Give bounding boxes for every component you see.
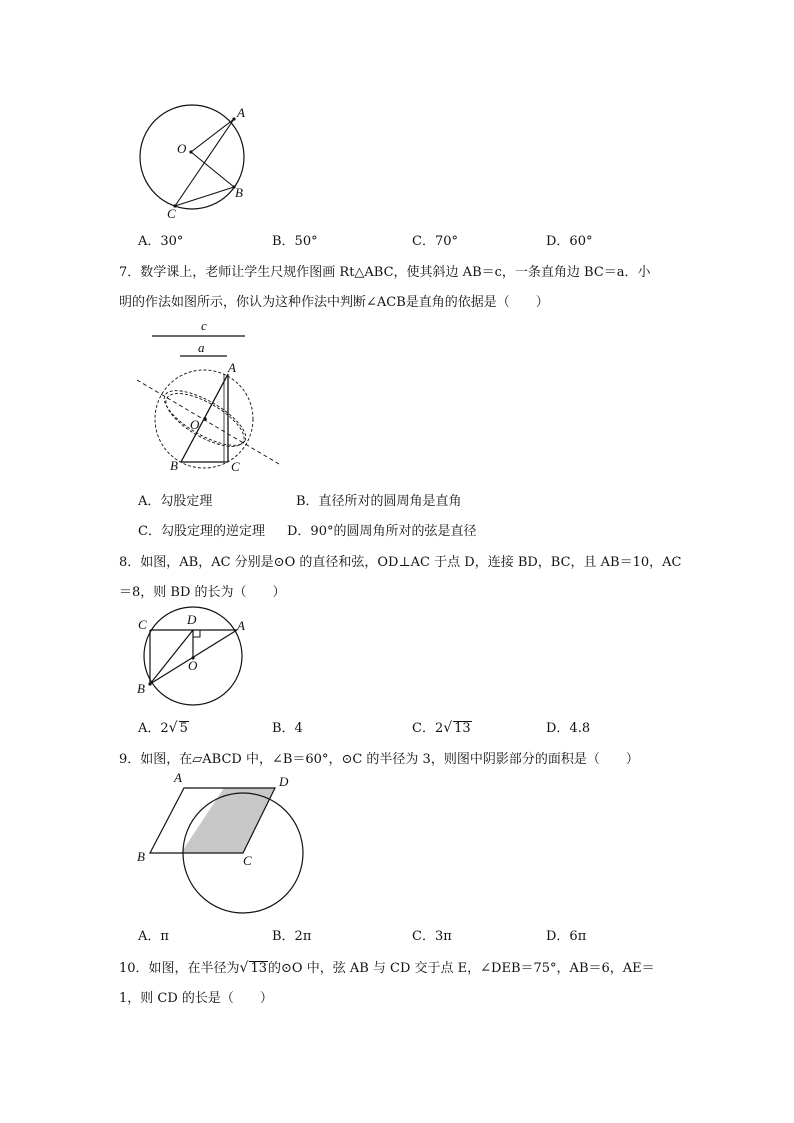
q8-label-c: C: [138, 617, 147, 632]
q7-perp-bisector: [137, 380, 279, 464]
q10-stem-line1-post: 的⊙O 中，弦 AB 与 CD 交于点 E，∠DEB＝75°，AB＝6，AE＝: [268, 961, 655, 976]
q8-label-d: D: [187, 612, 197, 627]
q8-option-c-radical-sign: √: [443, 720, 453, 736]
q7-option-d[interactable]: D．90°的圆周角所对的弦是直径: [287, 524, 477, 539]
q6-label-a: A: [237, 105, 245, 120]
q9-figure: [133, 768, 313, 918]
q8-label-b: B: [137, 681, 145, 696]
q6-option-b[interactable]: B．50°: [272, 234, 318, 249]
q6-point-o: [189, 150, 192, 153]
q6-label-c: C: [167, 206, 176, 221]
q7-seg-a-label: a: [198, 340, 205, 355]
q9-option-c[interactable]: C．3π: [412, 929, 452, 944]
q8-option-a[interactable]: [138, 717, 189, 736]
q9-stem-line1: 9．如图，在▱ABCD 中，∠B＝60°，⊙C 的半径为 3，则图中阴影部分的面积是（ ）: [119, 752, 639, 767]
q8-option-a-radical-sign: √: [168, 720, 178, 736]
q8-stem-line2: ＝8，则 BD 的长为（ ）: [119, 585, 286, 600]
q7-stem-line1: 7．数学课上，老师让学生尺规作图画 Rt△ABC，使其斜边 AB＝c，一条直角边 BC＝a．小: [119, 265, 651, 280]
q8-seg-bd: [150, 630, 193, 684]
q9-label-d: D: [279, 774, 289, 789]
q8-label-a: A: [237, 618, 245, 633]
q6-circle: [140, 105, 244, 209]
q8-option-a-prefix: A．2: [138, 721, 169, 736]
q9-label-a: A: [174, 770, 182, 785]
q8-option-d[interactable]: D．4.8: [546, 721, 591, 736]
q6-option-c[interactable]: C．70°: [412, 234, 458, 249]
q6-option-a[interactable]: A．30°: [138, 234, 184, 249]
q7-label-a: A: [228, 360, 236, 375]
q9-option-d[interactable]: D．6π: [546, 929, 587, 944]
q8-option-c-radicand: 13: [454, 721, 471, 736]
q9-label-b: B: [137, 849, 145, 864]
q6-label-b: B: [235, 185, 243, 200]
q7-option-a[interactable]: A．勾股定理: [138, 494, 213, 509]
q10-radicand: 13: [250, 961, 268, 976]
q6-seg-oa: [191, 119, 234, 152]
q7-stem-line2: 明的作法如图所示，你认为这种作法中判断∠ACB是直角的依据是（ ）: [119, 295, 549, 310]
q8-point-b: [148, 682, 151, 685]
q6-point-a: [232, 117, 235, 120]
q8-option-c-prefix: C．2: [412, 721, 444, 736]
q8-right-angle-mark: [193, 630, 200, 637]
q7-option-c[interactable]: C．勾股定理的逆定理: [138, 524, 265, 539]
q9-label-c: C: [243, 853, 252, 868]
q7-label-o: O: [190, 417, 200, 432]
q7-label-c: C: [231, 459, 240, 474]
q9-option-b[interactable]: B．2π: [272, 929, 312, 944]
q6-seg-ob: [191, 152, 234, 187]
q8-option-a-radicand: 5: [179, 721, 188, 736]
q7-seg-c-label: c: [201, 318, 207, 333]
q7-label-b: B: [170, 458, 178, 473]
q6-seg-ac: [175, 119, 234, 206]
q10-stem-line1-pre: 10．如图，在半径为: [119, 961, 240, 976]
q7-point-o: [203, 417, 207, 421]
q7-option-b[interactable]: B．直径所对的圆周角是直角: [296, 494, 462, 509]
q9-shaded-region: [181, 788, 275, 853]
q9-option-a[interactable]: A．π: [138, 929, 169, 944]
q10-stem-line2: 1，则 CD 的长是（ ）: [119, 991, 273, 1006]
q7-figure: [135, 316, 285, 476]
q6-option-d[interactable]: D．60°: [546, 234, 593, 249]
q8-label-o: O: [188, 658, 198, 673]
q10-stem-line1: [119, 957, 655, 976]
q8-figure: [133, 608, 263, 713]
q8-stem-line1: 8．如图，AB，AC 分别是⊙O 的直径和弦，OD⊥AC 于点 D，连接 BD，BC，且 AB＝10，AC: [119, 555, 682, 570]
q6-label-o: O: [177, 141, 187, 156]
q8-option-c[interactable]: [412, 717, 472, 736]
q10-radical-sign: √: [239, 960, 249, 976]
q8-option-b[interactable]: B．4: [272, 721, 303, 736]
q6-figure: [130, 95, 260, 225]
